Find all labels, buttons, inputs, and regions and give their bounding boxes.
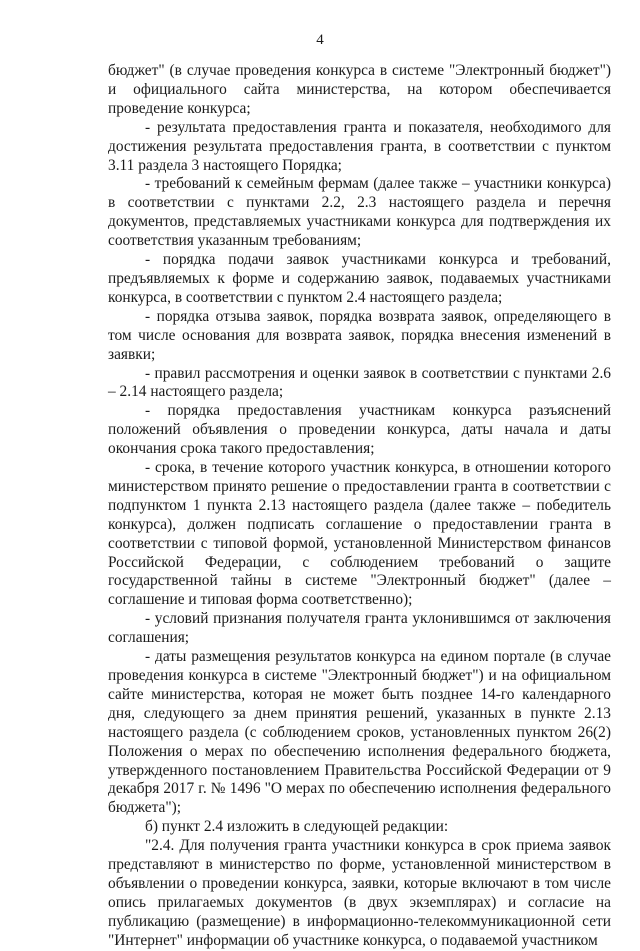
- paragraph: - порядка отзыва заявок, порядка возврата заявок, определяющего в том числе основания для возврата заявок, порядка внесения изменений в заявки;: [108, 307, 611, 363]
- paragraph: - даты размещения результатов конкурса на едином портале (в случае проведения конкурса в системе "Электронный бюджет") и на официальном сайте министерства, которая не может быть позднее 14-го календарного дня, следующего за днем принятия решений, указанных в пункте 2.13 настоящего раздела (с соблюдением сроков, установленных пунктом 26(2) Положения о мерах по обеспечению исполнения федерального бюджета, утвержденного постановлением Правительства Российской Федерации от 9 декабря 2017 г. № 1496 "О мерах по обеспечению исполнения федерального бюджета");: [108, 648, 611, 817]
- paragraph: б) пункт 2.4 изложить в следующей редакции:: [145, 818, 449, 836]
- paragraph: - порядка подачи заявок участниками конкурса и требований, предъявляемых к форме и содержанию заявок, подаваемых участниками конкурса, в соответствии с пунктом 2.4 настоящего раздела;: [108, 251, 611, 306]
- paragraph: - правил рассмотрения и оценки заявок в соответствии с пунктами 2.6 – 2.14 настоящего раздела;: [108, 364, 611, 401]
- paragraph: - порядка предоставления участникам конкурса разъяснений положений объявления о проведении конкурса, даты начала и даты окончания срока такого предоставления;: [108, 402, 611, 458]
- paragraph: - требований к семейным фермам (далее также – участники конкурса) в соответствии с пунктами 2.2, 2.3 настоящего раздела и перечня документов, представляемых участниками конкурса для подтверждения их соответствия указанным требованиям;: [108, 175, 611, 250]
- page-number: 4: [316, 32, 324, 48]
- paragraph: - результата предоставления гранта и показателя, необходимого для достижения результата предоставления гранта, в соответствии с пунктом 3.11 раздела 3 настоящего Порядка;: [108, 118, 611, 174]
- paragraph: - условий признания получателя гранта уклонившимся от заключения соглашения;: [108, 610, 611, 647]
- paragraph: бюджет" (в случае проведения конкурса в системе "Электронный бюджет") и официального сайта министерства, на котором обеспечивается проведение конкурса;: [108, 62, 611, 117]
- document-body: [108, 62, 611, 951]
- paragraph: - срока, в течение которого участник конкурса, в отношении которого министерством принято решение о предоставлении гранта в соответствии с подпунктом 1 пункта 2.13 настоящего раздела (далее также – победитель конкурса), должен подписать соглашение о предоставлении гранта в соответствии с типовой формой, установленной Министерством финансов Российской Федерации, с соблюдением требований о защите государственной тайны в системе "Электронный бюджет" (далее – соглашение и типовая форма соответственно);: [108, 459, 611, 609]
- paragraph: "2.4. Для получения гранта участники конкурса в срок приема заявок представляют в министерство по форме, установленной министерством в объявлении о проведении конкурса, заявки, которые включают в том числе опись прилагаемых документов (в двух экземплярах) и согласие на публикацию (размещение) в информационно-телекоммуникационной сети "Интернет" информации об участнике конкурса, о подаваемой участником: [108, 837, 611, 949]
